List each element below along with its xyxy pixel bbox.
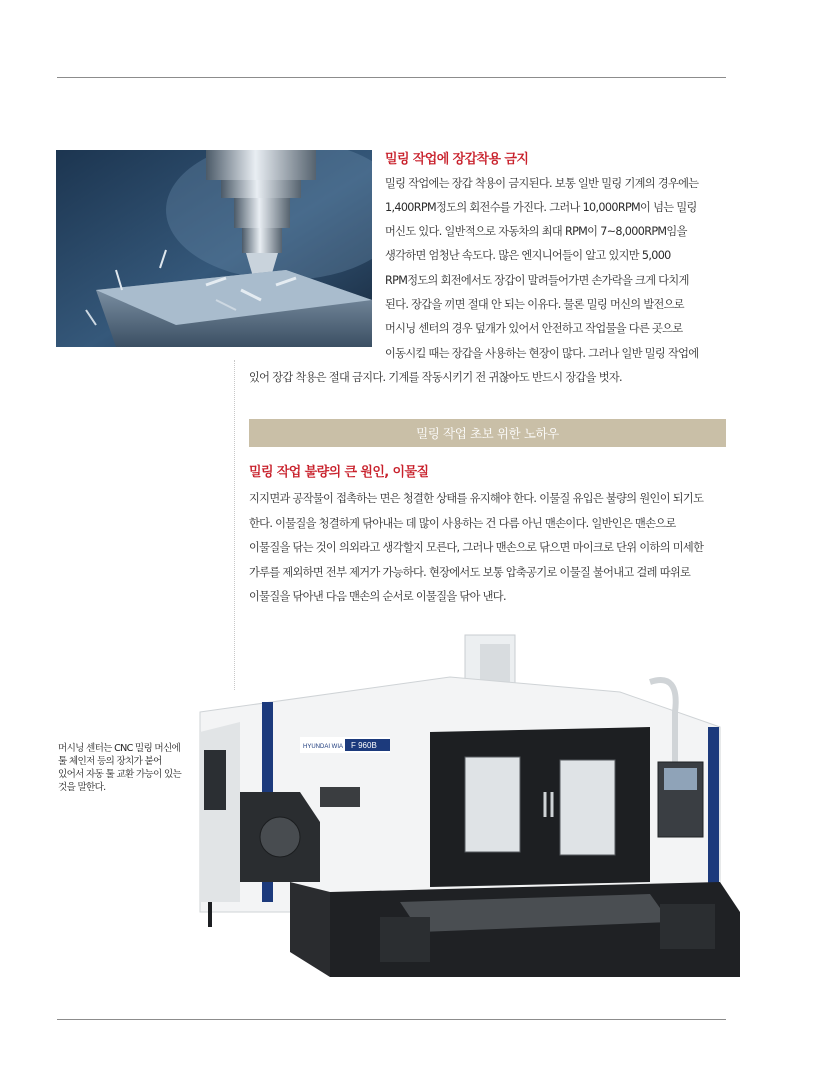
caption-line: 있어서 자동 툴 교환 가능이 있는 bbox=[58, 769, 182, 780]
bottom-divider bbox=[57, 1019, 726, 1020]
top-divider bbox=[57, 77, 726, 78]
section1-line: RPM정도의 회전에서도 장갑이 말려들어가면 손가락을 크게 다치게 bbox=[385, 274, 689, 287]
section1-title: 밀링 작업에 장갑착용 금지 bbox=[385, 152, 529, 167]
machining-center-photo bbox=[180, 632, 740, 990]
caption-line: 머시닝 센터는 CNC 밀링 머신에 bbox=[58, 743, 181, 754]
section1-line: 머시닝 센터의 경우 덮개가 있어서 안전하고 작업물을 다른 곳으로 bbox=[385, 322, 683, 335]
blue-stripe bbox=[708, 727, 719, 897]
section2-line: 이물질을 닦는 것이 의외라고 생각할지 모른다, 그러나 맨손으로 닦으면 마이크로 단위 이하의 미세한 bbox=[249, 541, 704, 554]
section2-line: 지지면과 공작물이 접촉하는 면은 청결한 상태를 유지해야 한다. 이물질 유입은 불량의 원인이 되기도 bbox=[249, 492, 704, 505]
section2-line: 이물질을 닦아낸 다음 맨손의 순서로 이물질을 닦아 낸다. bbox=[249, 590, 506, 603]
section-band: 밀링 작업 초보 위한 노하우 bbox=[249, 419, 726, 447]
caption-line: 툴 체인저 등의 장치가 붙어 bbox=[58, 756, 162, 767]
section1-line: 이동시킬 때는 장갑을 사용하는 현장이 많다. 그러나 일반 밀링 작업에 bbox=[385, 347, 699, 360]
section1-line: 밀링 작업에는 장갑 착용이 금지된다. 보통 일반 밀링 기계의 경우에는 bbox=[385, 177, 699, 190]
section1-line: 있어 장갑 착용은 절대 금지다. 기계를 작동시키기 전 귀찮아도 반드시 장갑을 벗자. bbox=[249, 371, 622, 384]
section2-line: 한다. 이물질을 청결하게 닦아내는 데 많이 사용하는 건 다름 아닌 맨손이다. 일반인은 맨손으로 bbox=[249, 517, 676, 530]
section2-line: 가루를 제외하면 전부 제거가 가능하다. 현장에서도 보통 압축공기로 이물질 불어내고 걸레 따위로 bbox=[249, 566, 691, 579]
section1-line: 1,400RPM정도의 회전수를 가진다. 그러나 10,000RPM이 넘는 밀링 bbox=[385, 201, 697, 214]
model-label: F 960B bbox=[351, 741, 377, 750]
brand-label: HYUNDAI WIA bbox=[303, 744, 344, 750]
section1-line: 머신도 있다. 일반적으로 자동차의 최대 RPM이 7~8,000RPM임을 bbox=[385, 225, 687, 238]
milling-spindle-photo bbox=[56, 150, 372, 347]
section1-line: 생각하면 엄청난 속도다. 많은 엔지니어들이 알고 있지만 5,000 bbox=[385, 249, 671, 262]
section1-line: 된다. 장갑을 끼면 절대 안 되는 이유다. 물론 밀링 머신의 발전으로 bbox=[385, 298, 684, 311]
section2-title: 밀링 작업 불량의 큰 원인, 이물질 bbox=[249, 465, 429, 480]
caption-line: 것을 말한다. bbox=[58, 782, 106, 793]
